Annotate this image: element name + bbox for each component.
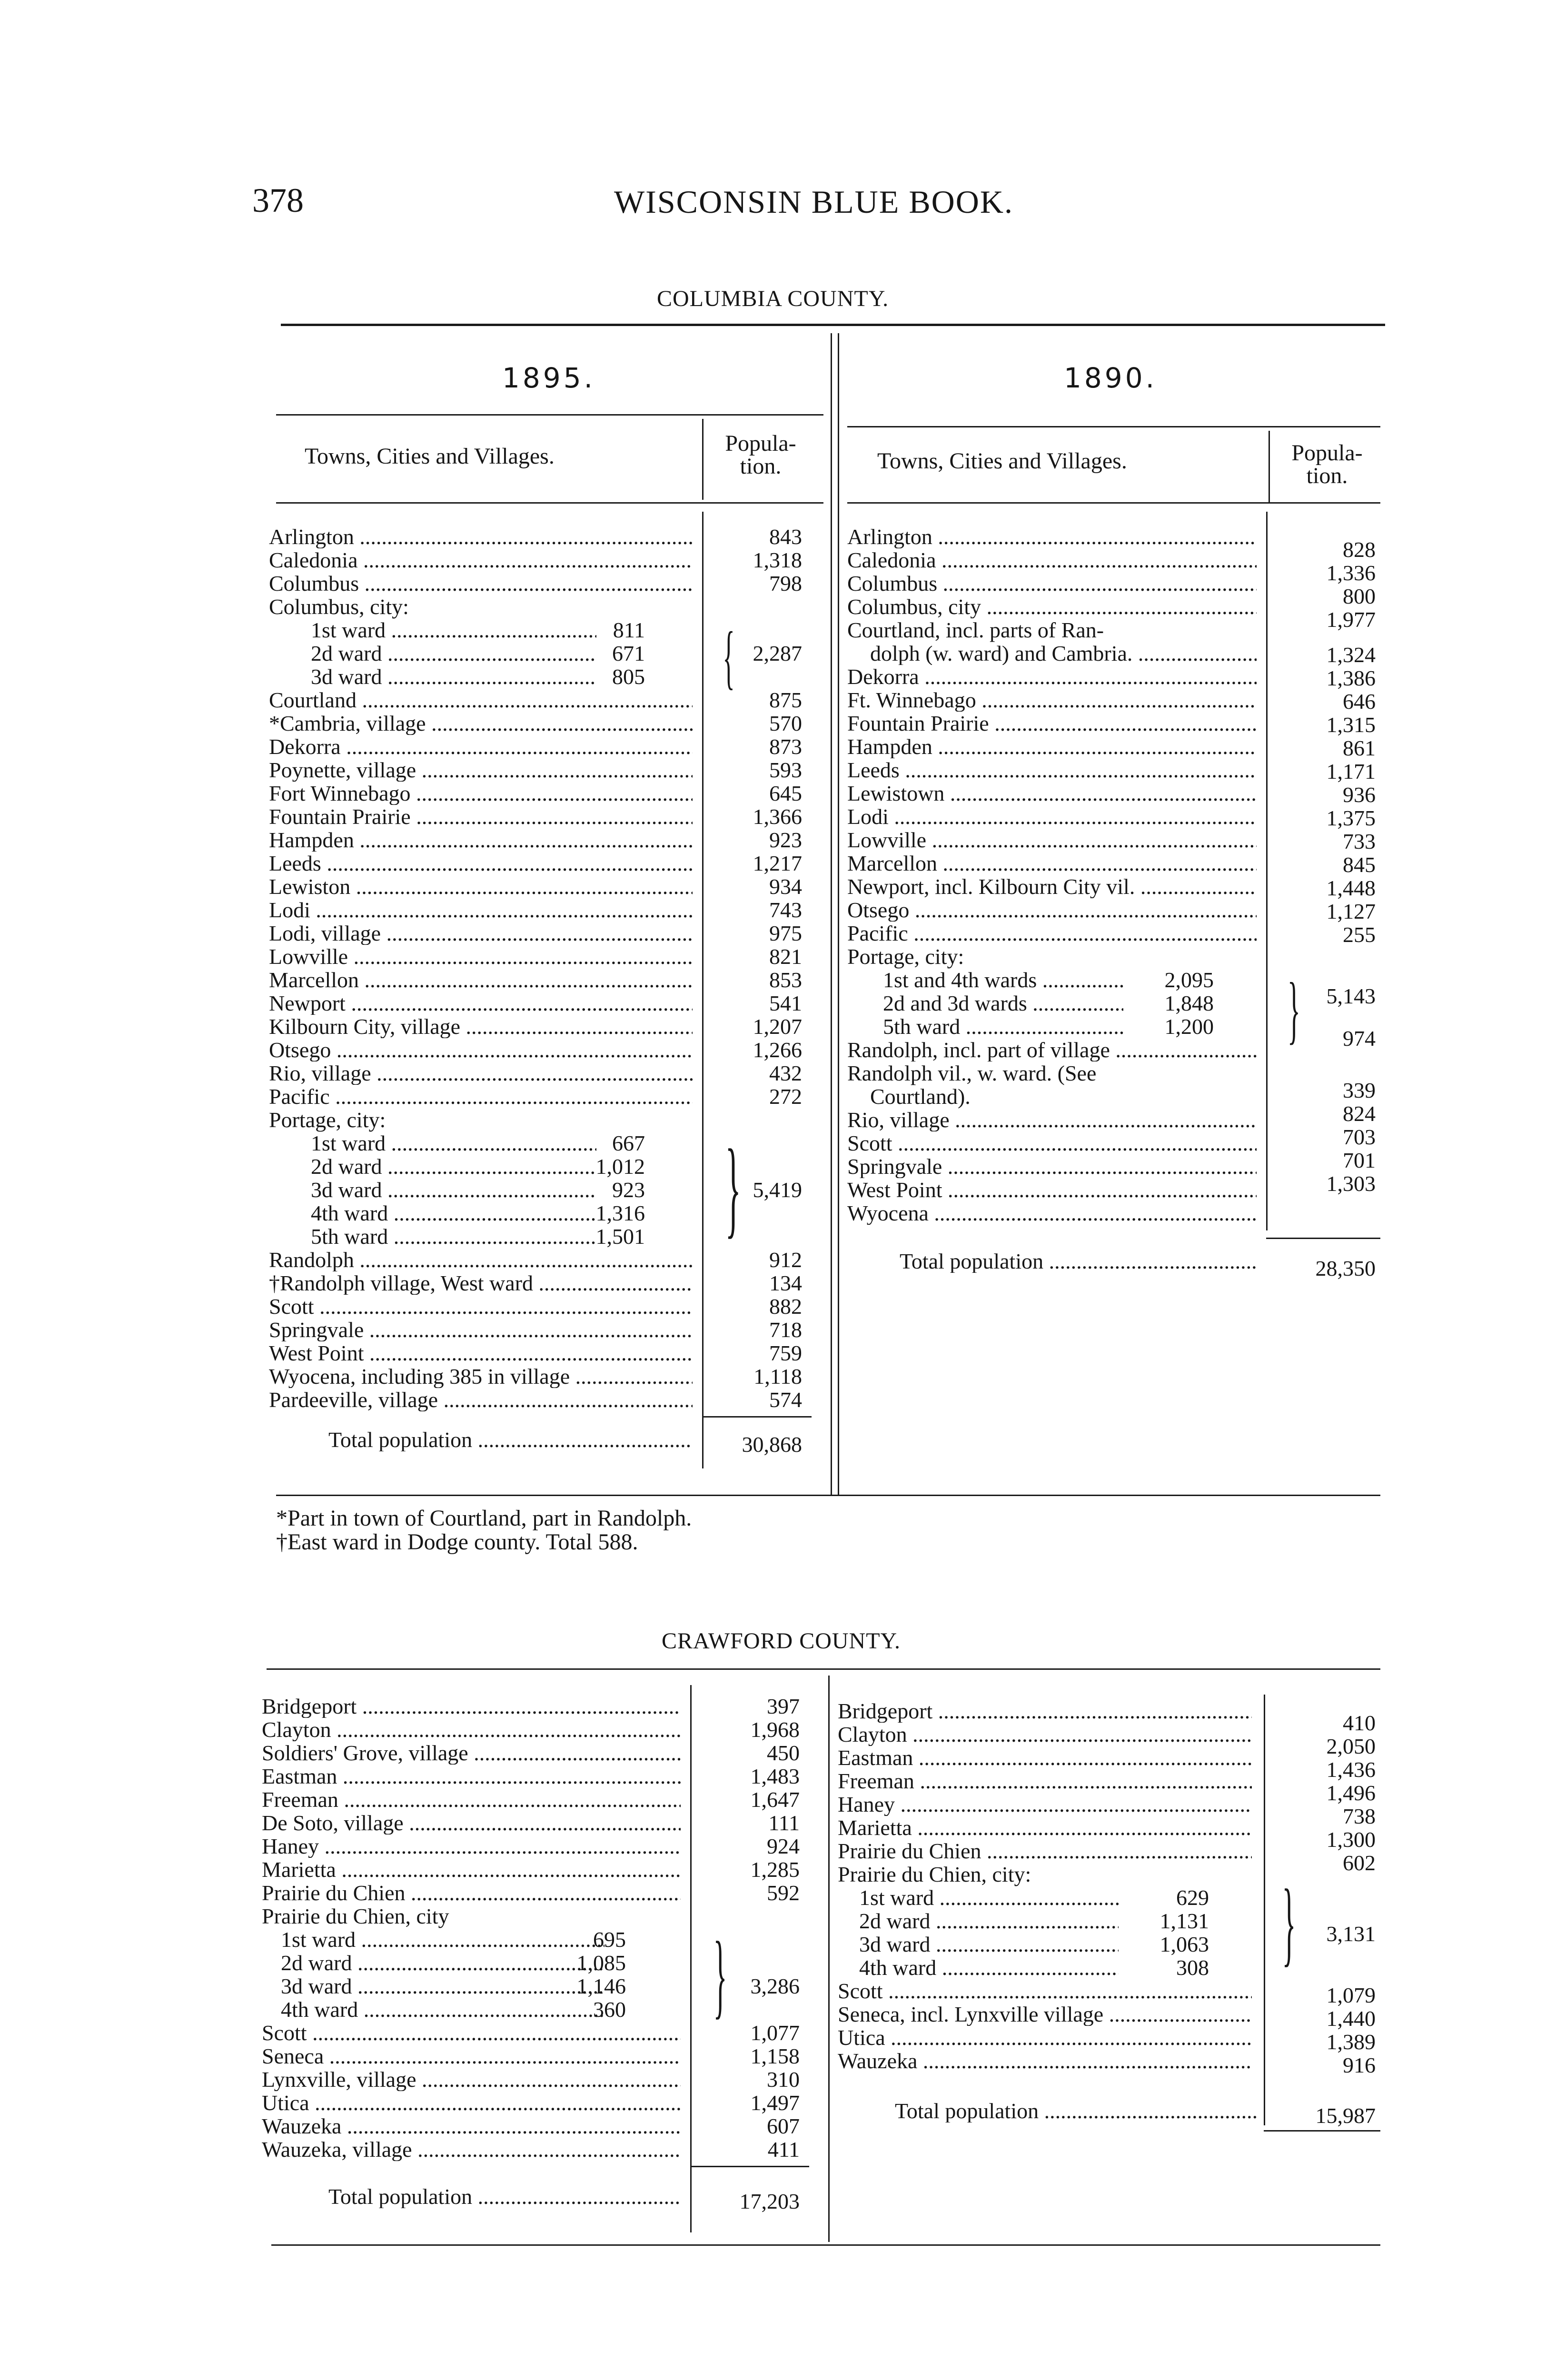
list-item: Pardeeville, village .....: [269, 1388, 693, 1411]
list-item: Wauzeka .....: [262, 2114, 681, 2138]
left-col-towns-header: Towns, Cities and Villages.: [305, 444, 555, 469]
page-title: WISCONSIN BLUE BOOK.: [614, 184, 1013, 220]
list-item: Springvale .....: [847, 1155, 1257, 1178]
list-item: Prairie du Chien, city:: [838, 1862, 1031, 1886]
list-item: Arlington .....: [269, 525, 693, 548]
list-item: Wauzeka .....: [838, 2049, 1252, 2073]
list-item: Springvale .....: [269, 1318, 693, 1341]
list-item: Pacific .....: [847, 922, 1257, 945]
crawford-1895-values: 397 1,968 450 1,483 1,647 111 924 1,285 592 3,286 1,077 1,158 310 1,497 607 411: [750, 1694, 800, 2162]
year-1895: 1895.: [502, 362, 596, 394]
right-total-rule: [1266, 1238, 1380, 1239]
list-item: 1st and 4th wards ..... 2,095: [847, 968, 1257, 992]
list-item: Otsego .....: [269, 1038, 693, 1061]
list-item: Wauzeka, village .....: [262, 2138, 681, 2161]
list-item: Columbus .....: [269, 572, 693, 595]
list-item: Newport, incl. Kilbourn City vil. .....: [847, 875, 1257, 898]
portage-1890-brace: }: [1287, 967, 1300, 1051]
columbia-bottom-rule: [276, 1495, 1380, 1496]
list-item: Courtland, incl. parts of Ran-: [847, 618, 1104, 642]
crawford-left-sep: [690, 1685, 692, 2232]
list-item: Freeman .....: [262, 1788, 681, 1811]
left-header-bottom-rule: [276, 502, 823, 504]
list-item: Columbus, city:: [269, 595, 409, 619]
list-item: Randolph, incl. part of village .....: [847, 1038, 1257, 1061]
list-item: Haney .....: [838, 1793, 1252, 1816]
list-item: 3d ward ..... 805: [269, 665, 693, 688]
list-item: Eastman .....: [262, 1765, 681, 1788]
list-item: 2d ward ..... 1,085: [262, 1951, 681, 1974]
page-number: 378: [252, 181, 304, 219]
list-item: Seneca, incl. Lynxville village .....: [838, 2003, 1252, 2026]
list-item: 2d ward ..... 1,012: [269, 1155, 693, 1178]
list-item: 1st ward ..... 811: [269, 618, 693, 642]
list-item: Clayton .....: [262, 1718, 681, 1741]
list-item: *Cambria, village .....: [269, 712, 693, 735]
list-item: Newport .....: [269, 992, 693, 1015]
list-item: Marcellon .....: [847, 852, 1257, 875]
list-item: Scott .....: [838, 1979, 1252, 2003]
columbia-divider-a: [831, 333, 832, 1495]
list-item: Lowville .....: [269, 945, 693, 968]
footnote-cambria: *Part in town of Courtland, part in Randolph.: [276, 1506, 692, 1531]
list-item: West Point .....: [847, 1178, 1257, 1201]
list-item: Randolph .....: [269, 1248, 693, 1271]
list-item: Haney .....: [262, 1835, 681, 1858]
list-item: Columbus .....: [847, 572, 1257, 595]
list-item: Clayton .....: [838, 1723, 1252, 1746]
crawford-right-total-rule: [1264, 2130, 1380, 2132]
crawford-right-sep: [1264, 1695, 1265, 2125]
prairie-ward-brace: }: [713, 1923, 727, 2028]
right-col-pop-header: Popula- tion.: [1291, 440, 1363, 488]
list-item: Fountain Prairie .....: [269, 805, 693, 828]
list-item: De Soto, village .....: [262, 1811, 681, 1835]
crawford-left-total-rule: [690, 2166, 809, 2167]
crawford-1895-list: [262, 1695, 681, 2161]
right-header-sep: [1269, 431, 1270, 502]
left-header-rule: [276, 414, 823, 416]
list-item: West Point .....: [269, 1341, 693, 1365]
list-item: Lewistown .....: [847, 782, 1257, 805]
list-item: Caledonia .....: [847, 548, 1257, 572]
list-item: Marietta .....: [262, 1858, 681, 1881]
list-item: †Randolph village, West ward .....: [269, 1271, 693, 1295]
list-item: 3d ward ..... 1,146: [262, 1974, 681, 1998]
crawford-1890-total-label: Total population .....: [895, 2099, 1257, 2127]
list-item: Prairie du Chien .....: [838, 1839, 1252, 1863]
list-item: Hampden .....: [269, 828, 693, 852]
list-item: Lodi .....: [847, 805, 1257, 828]
columbia-1895-values: 843 1,318 798 2,287 875 570 873 593 645 1,366 923 1,217 934 743 975 821 853 541 1,207 1,266 432 272 5,419 912 134 882 718 759 1,118 574: [753, 525, 802, 1412]
list-item: Lodi, village .....: [269, 922, 693, 945]
list-item: Prairie du Chien, city: [262, 1904, 449, 1928]
left-header-sep: [702, 419, 704, 500]
list-item: Fort Winnebago .....: [269, 782, 693, 805]
list-item: 5th ward ..... 1,200: [847, 1015, 1257, 1038]
crawford-1895-total-label: Total population .....: [328, 2185, 681, 2212]
list-item: Lynxville, village .....: [262, 2068, 681, 2091]
list-item: Freeman .....: [838, 1769, 1252, 1793]
columbia-1895-total-value: 30,868: [742, 1432, 802, 1457]
list-item: 2d and 3d wards ..... 1,848: [847, 992, 1257, 1015]
crawford-1895-total-value: 17,203: [739, 2189, 800, 2213]
list-item: Otsego .....: [847, 898, 1257, 922]
crawford-divider: [828, 1676, 830, 2242]
list-item: 1st ward ..... 695: [262, 1928, 681, 1951]
list-item: Dekorra .....: [847, 665, 1257, 688]
list-item: Wyocena .....: [847, 1201, 1257, 1225]
list-item: Utica .....: [838, 2026, 1252, 2049]
right-col-towns-header: Towns, Cities and Villages.: [877, 448, 1127, 474]
list-item: 3d ward ..... 923: [269, 1178, 693, 1201]
list-item: Columbus, city .....: [847, 595, 1257, 618]
left-total-rule: [702, 1416, 812, 1418]
crawford-top-rule: [267, 1668, 1380, 1670]
list-item: 4th ward ..... 360: [262, 1998, 681, 2021]
list-item: Rio, village .....: [269, 1061, 693, 1085]
list-item: dolph (w. ward) and Cambria. .....: [847, 642, 1257, 665]
list-item: Marietta .....: [838, 1816, 1252, 1839]
list-item: Scott .....: [269, 1295, 693, 1318]
list-item: Caledonia .....: [269, 548, 693, 572]
list-item: Kilbourn City, village .....: [269, 1015, 693, 1038]
list-item: 5th ward ..... 1,501: [269, 1225, 693, 1248]
list-item: 1st ward ..... 667: [269, 1131, 693, 1155]
right-header-rule: [847, 426, 1380, 427]
list-item: Scott .....: [262, 2021, 681, 2044]
list-item: 1st ward ..... 629: [838, 1886, 1252, 1909]
list-item: Courtland .....: [269, 688, 693, 712]
list-item: 3d ward ..... 1,063: [838, 1933, 1252, 1956]
list-item: Arlington .....: [847, 525, 1257, 548]
list-item: Eastman .....: [838, 1746, 1252, 1769]
columbia-divider-b: [838, 333, 839, 1495]
right-header-bottom-rule: [847, 502, 1380, 504]
columbia-1895-total-label: Total population .....: [328, 1428, 690, 1456]
columbia-county-title: COLUMBIA COUNTY.: [657, 286, 889, 311]
columbia-top-rule: [281, 324, 1385, 326]
list-item: Marcellon .....: [269, 968, 693, 992]
list-item: Lewiston .....: [269, 875, 693, 898]
list-item: Pacific .....: [269, 1085, 693, 1108]
columbia-1895-list: [269, 525, 693, 1411]
year-1890: 1890.: [1064, 362, 1158, 394]
list-item: Rio, village .....: [847, 1108, 1257, 1131]
list-item: Lodi .....: [269, 898, 693, 922]
right-body-sep: [1266, 512, 1268, 1230]
list-item: Courtland).: [870, 1084, 971, 1109]
list-item: Hampden .....: [847, 735, 1257, 758]
prairie-1890-brace: }: [1282, 1870, 1296, 1975]
crawford-1890-total-value: 15,987: [1315, 2103, 1376, 2128]
crawford-1890-list: [838, 1699, 1252, 2073]
list-item: Poynette, village .....: [269, 758, 693, 782]
columbia-1890-values: 828 1,336 800 1,977 1,324 1,386 646 1,315 861 1,171 936 1,375 733 845 1,448 1,127 255 5,143 974 339 824 703 701 1,303: [1326, 537, 1376, 1196]
left-body-sep: [702, 512, 704, 1468]
list-item: Ft. Winnebago .....: [847, 688, 1257, 712]
list-item: Scott .....: [847, 1131, 1257, 1155]
columbia-1890-list: [847, 525, 1257, 1225]
list-item: Fountain Prairie .....: [847, 712, 1257, 735]
list-item: Portage, city:: [269, 1108, 386, 1132]
crawford-bottom-rule: [271, 2244, 1380, 2246]
list-item: Soldiers' Grove, village .....: [262, 1741, 681, 1765]
list-item: 2d ward ..... 1,131: [838, 1909, 1252, 1933]
columbia-1890-total-label: Total population .....: [900, 1250, 1257, 1277]
list-item: 4th ward ..... 1,316: [269, 1201, 693, 1225]
list-item: Portage, city:: [847, 944, 964, 969]
columbia-footnotes: [276, 1507, 692, 1554]
columbia-1890-total-value: 28,350: [1315, 1256, 1376, 1280]
crawford-county-title: CRAWFORD COUNTY.: [662, 1628, 901, 1654]
left-col-pop-header: Popula- tion.: [725, 431, 796, 479]
portage-ward-brace: }: [725, 1127, 741, 1248]
list-item: Leeds .....: [269, 852, 693, 875]
list-item: Bridgeport .....: [262, 1695, 681, 1718]
list-item: Bridgeport .....: [838, 1699, 1252, 1723]
list-item: Leeds .....: [847, 758, 1257, 782]
crawford-1890-values: 410 2,050 1,436 1,496 738 1,300 602 3,131 1,079 1,440 1,389 916: [1326, 1711, 1376, 2077]
footnote-randolph: †East ward in Dodge county. Total 588.: [276, 1529, 638, 1555]
list-item: Prairie du Chien .....: [262, 1881, 681, 1904]
list-item: Dekorra .....: [269, 735, 693, 758]
list-item: Lowville .....: [847, 828, 1257, 852]
list-item: Randolph vil., w. ward. (See: [847, 1061, 1097, 1085]
list-item: 2d ward ..... 671: [269, 642, 693, 665]
list-item: Utica .....: [262, 2091, 681, 2114]
list-item: Seneca .....: [262, 2044, 681, 2068]
columbus-ward-brace: {: [723, 617, 735, 696]
list-item: 4th ward ..... 308: [838, 1956, 1252, 1979]
list-item: Wyocena, including 385 in village .....: [269, 1365, 693, 1388]
